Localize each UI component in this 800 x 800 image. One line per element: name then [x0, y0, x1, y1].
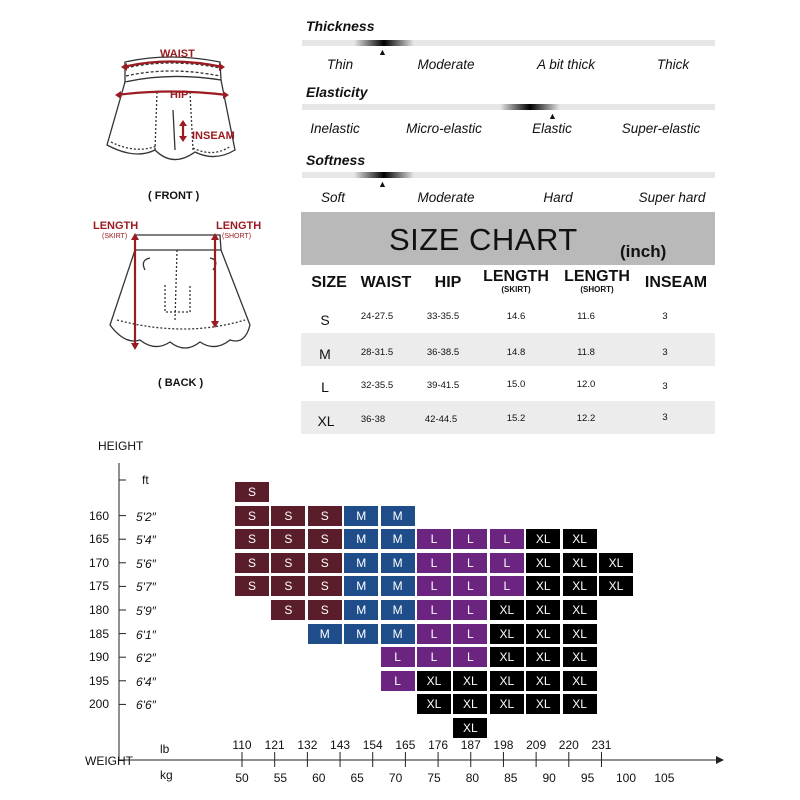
length-short-label: LENGTH — [216, 220, 262, 232]
softness-title: Softness — [306, 152, 366, 168]
size-cell-l: L — [417, 576, 451, 596]
softness-bar — [302, 172, 715, 178]
size-cell-xl: XL — [526, 600, 560, 620]
cell-waist: 36-38 — [360, 414, 386, 425]
cell-hip: 33-35.5 — [426, 311, 460, 322]
size-cell-m: M — [344, 600, 378, 620]
size-cell-xl: XL — [563, 529, 597, 549]
size-cell-l: L — [381, 671, 415, 691]
size-cell-xl: XL — [453, 694, 487, 714]
height-ft-label: 5'2″ — [136, 509, 156, 524]
size-cell-s: S — [308, 506, 342, 526]
elasticity-option: Inelastic — [310, 121, 360, 136]
size-cell-m: M — [381, 576, 415, 596]
height-ft-label: 5'6″ — [136, 556, 156, 571]
cell-length-skirt: 15.2 — [506, 413, 526, 424]
size-cell-l: L — [453, 600, 487, 620]
weight-lb-label: 176 — [428, 738, 449, 752]
elasticity-bar — [302, 104, 715, 110]
front-caption: ( FRONT ) — [148, 190, 200, 202]
weight-lb-label: 110 — [232, 738, 252, 752]
weight-lb-label: 231 — [591, 738, 612, 752]
size-cell-m: M — [344, 529, 378, 549]
softness-marker-icon: ▲ — [378, 179, 387, 189]
cell-length-skirt: 14.6 — [506, 311, 526, 322]
size-cell-xl: XL — [526, 576, 560, 596]
height-cm-label: 175 — [89, 579, 110, 594]
thickness-marker-icon: ▲ — [378, 47, 387, 57]
header-inseam: INSEAM — [644, 274, 708, 291]
size-cell-xl: XL — [563, 647, 597, 667]
size-cell-xl: XL — [490, 671, 524, 691]
height-cm-label: 165 — [89, 532, 110, 547]
size-cell-xl: XL — [490, 624, 524, 644]
cell-length-short: 11.6 — [577, 311, 595, 322]
size-cell-xl: XL — [599, 576, 633, 596]
cell-waist: 32-35.5 — [360, 380, 394, 391]
back-caption: ( BACK ) — [158, 377, 204, 389]
height-cm-label: 170 — [89, 555, 110, 570]
cell-length-short: 12.0 — [576, 379, 596, 390]
size-cell-l: L — [490, 553, 524, 573]
weight-kg-label: 55 — [273, 771, 288, 785]
weight-lb-label: 132 — [297, 738, 318, 752]
size-cell-xl: XL — [563, 671, 597, 691]
size-cell-s: S — [308, 529, 342, 549]
size-cell-xl: XL — [417, 694, 451, 714]
size-chart-unit: (inch) — [620, 242, 667, 261]
weight-kg-label: 100 — [615, 771, 637, 785]
size-cell-xl: XL — [490, 600, 524, 620]
short-sub-label: (SHORT) — [222, 233, 252, 240]
elasticity-indicator — [500, 104, 560, 110]
size-chart-title: SIZE CHART — [389, 222, 578, 257]
softness-option: Hard — [543, 190, 573, 205]
thickness-indicator — [354, 40, 414, 46]
header-length-skirt: LENGTH (SKIRT) — [483, 268, 549, 294]
size-cell-l: L — [453, 529, 487, 549]
skirt-front-illustration — [95, 50, 285, 185]
size-cell-xl: XL — [563, 600, 597, 620]
thickness-title: Thickness — [306, 18, 375, 34]
cell-waist: 28-31.5 — [360, 347, 394, 358]
header-hip: HIP — [434, 274, 462, 291]
size-cell-s: S — [235, 576, 269, 596]
weight-kg-label: 60 — [312, 771, 326, 785]
cell-size: M — [319, 346, 331, 362]
weight-axis-title: WEIGHT — [85, 754, 133, 768]
size-cell-l: L — [417, 647, 451, 667]
weight-kg-label: 50 — [235, 771, 249, 785]
height-ft-label: 5'9″ — [136, 604, 156, 618]
size-cell-xl: XL — [417, 671, 451, 691]
size-cell-m: M — [381, 600, 415, 620]
softness-option: Soft — [320, 190, 346, 205]
size-cell-l: L — [453, 624, 487, 644]
size-cell-l: L — [453, 553, 487, 573]
size-cell-s: S — [271, 553, 305, 573]
size-cell-xl: XL — [563, 553, 597, 573]
thickness-option: Moderate — [417, 57, 475, 72]
height-ft-label: 6'1″ — [136, 627, 156, 642]
size-cell-m: M — [344, 624, 378, 644]
size-cell-s: S — [308, 553, 342, 573]
cell-inseam: 3 — [662, 412, 668, 423]
ft-unit-label: ft — [142, 473, 149, 487]
size-cell-xl: XL — [599, 553, 633, 573]
inseam-label: INSEAM — [192, 130, 235, 142]
size-cell-xl: XL — [453, 718, 487, 738]
size-cell-xl: XL — [526, 529, 560, 549]
size-cell-s: S — [271, 529, 305, 549]
weight-lb-label: 154 — [362, 738, 383, 752]
header-length-short: LENGTH (SHORT) — [564, 268, 630, 294]
size-cell-m: M — [344, 576, 378, 596]
size-cell-m: M — [344, 553, 378, 573]
size-cell-l: L — [381, 647, 415, 667]
size-cell-xl: XL — [526, 553, 560, 573]
size-cell-l: L — [453, 647, 487, 667]
kg-unit-label: kg — [160, 768, 173, 782]
hip-label: HIP — [170, 89, 189, 101]
weight-lb-label: 121 — [264, 738, 285, 752]
weight-kg-label: 95 — [580, 771, 595, 785]
height-cm-label: 160 — [89, 508, 110, 523]
cell-size: L — [321, 379, 329, 395]
weight-lb-label: 143 — [330, 738, 351, 752]
waist-label: WAIST — [160, 48, 195, 60]
lb-unit-label: lb — [160, 742, 170, 756]
size-cell-m: M — [381, 529, 415, 549]
weight-lb-label: 187 — [460, 738, 481, 752]
height-ft-label: 6'6″ — [136, 698, 156, 713]
size-cell-xl: XL — [526, 671, 560, 691]
elasticity-marker-icon: ▲ — [548, 111, 557, 121]
elasticity-title: Elasticity — [306, 84, 368, 100]
weight-lb-label: 220 — [558, 738, 579, 752]
height-ft-label: 6'4″ — [136, 674, 156, 689]
size-cell-xl: XL — [526, 647, 560, 667]
size-cell-s: S — [308, 576, 342, 596]
weight-kg-label: 105 — [654, 771, 675, 785]
weight-kg-label: 80 — [465, 771, 480, 785]
size-chart-banner — [301, 212, 715, 265]
cell-size: XL — [317, 413, 335, 429]
softness-indicator — [354, 172, 414, 178]
elasticity-option: Super-elastic — [621, 121, 701, 136]
size-cell-xl: XL — [563, 576, 597, 596]
cell-waist: 24-27.5 — [360, 311, 394, 322]
header-size: SIZE — [311, 274, 347, 291]
cell-hip: 39-41.5 — [426, 380, 460, 391]
size-cell-s: S — [308, 600, 342, 620]
weight-kg-label: 70 — [388, 771, 403, 785]
header-waist: WAIST — [360, 274, 412, 291]
size-cell-l: L — [417, 529, 451, 549]
size-cell-m: M — [381, 553, 415, 573]
cell-inseam: 3 — [662, 311, 668, 322]
size-cell-xl: XL — [563, 624, 597, 644]
cell-length-short: 12.2 — [576, 413, 596, 424]
size-cell-s: S — [271, 506, 305, 526]
size-cell-xl: XL — [526, 694, 560, 714]
size-cell-xl: XL — [490, 694, 524, 714]
size-cell-l: L — [490, 576, 524, 596]
weight-lb-label: 165 — [395, 738, 416, 752]
size-cell-l: L — [490, 529, 524, 549]
size-cell-s: S — [271, 576, 305, 596]
size-cell-s: S — [271, 600, 305, 620]
size-cell-xl: XL — [453, 671, 487, 691]
height-cm-label: 180 — [89, 603, 110, 617]
weight-kg-label: 85 — [504, 771, 518, 785]
cell-length-skirt: 14.8 — [506, 347, 526, 358]
size-cell-l: L — [417, 553, 451, 573]
height-ft-label: 5'7″ — [136, 580, 156, 595]
cell-hip: 42-44.5 — [424, 414, 458, 425]
skirt-sub-label: (SKIRT) — [102, 233, 128, 240]
height-cm-label: 195 — [89, 673, 110, 688]
weight-lb-label: 198 — [493, 738, 514, 752]
size-cell-s: S — [235, 482, 269, 502]
thickness-option: Thin — [326, 57, 354, 72]
size-cell-l: L — [417, 624, 451, 644]
thickness-bar — [302, 40, 715, 46]
height-cm-label: 185 — [89, 626, 110, 641]
size-cell-m: M — [381, 624, 415, 644]
cell-length-skirt: 15.0 — [506, 379, 526, 390]
weight-kg-label: 65 — [350, 771, 364, 785]
height-ft-label: 6'2″ — [136, 651, 156, 666]
softness-option: Super hard — [638, 190, 706, 205]
thickness-option: Thick — [656, 57, 690, 72]
size-cell-s: S — [235, 553, 269, 573]
height-ft-label: 5'4″ — [136, 533, 156, 548]
thickness-option: A bit thick — [536, 57, 596, 72]
elasticity-option: Micro-elastic — [406, 121, 482, 136]
size-cell-s: S — [235, 529, 269, 549]
cell-inseam: 3 — [662, 381, 668, 392]
size-cell-m: M — [344, 506, 378, 526]
weight-kg-label: 75 — [427, 771, 441, 785]
size-cell-l: L — [417, 600, 451, 620]
elasticity-option: Elastic — [532, 121, 572, 136]
size-cell-s: S — [235, 506, 269, 526]
height-cm-label: 190 — [89, 650, 110, 665]
weight-kg-label: 90 — [542, 771, 556, 785]
skirt-back-illustration — [95, 230, 285, 360]
height-cm-label: 200 — [89, 697, 110, 712]
size-cell-xl: XL — [563, 694, 597, 714]
weight-lb-label: 209 — [526, 738, 547, 752]
softness-option: Moderate — [417, 190, 475, 205]
cell-size: S — [320, 312, 330, 328]
size-cell-xl: XL — [526, 624, 560, 644]
size-cell-m: M — [308, 624, 342, 644]
height-axis-title: HEIGHT — [98, 439, 144, 453]
size-cell-xl: XL — [490, 647, 524, 667]
cell-inseam: 3 — [662, 347, 668, 358]
cell-hip: 36-38.5 — [426, 347, 460, 358]
cell-length-short: 11.8 — [577, 347, 595, 358]
length-skirt-label: LENGTH — [93, 220, 139, 232]
size-cell-l: L — [453, 576, 487, 596]
size-cell-m: M — [381, 506, 415, 526]
